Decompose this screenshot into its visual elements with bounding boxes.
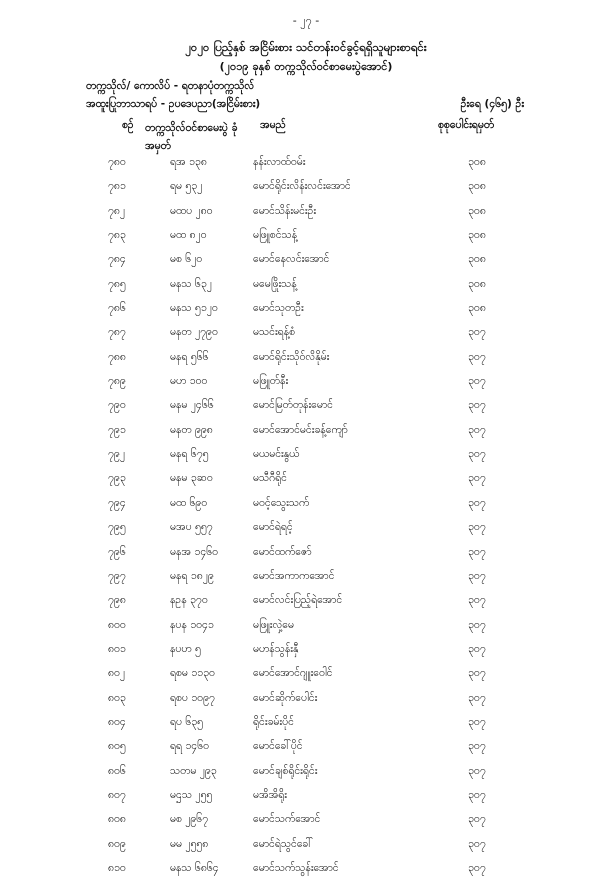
row-score: ၃၀၈ [468,302,486,315]
table-row [0,716,612,740]
row-number: ၇၉၂ [108,448,125,461]
row-reg-number: နပဟ ၅ [170,642,201,655]
row-name: မအိအိရိုး [253,788,287,801]
row-number: ၇၉၈ [108,594,126,607]
row-name: မောင်အကာကအောင် [253,569,335,582]
row-reg-number: မဟ ၁၀၀ [170,375,208,388]
row-reg-number: ရစမ ၁၁၃၀ [170,667,215,680]
row-score: ၃၀၈ [468,180,486,193]
row-number: ၈၀၉ [108,837,126,850]
column-header-reg: တက္ကသိုလ်ဝင်စာမေးပွဲ ခုံအမှတ် [145,122,238,152]
table-row [0,229,612,253]
row-reg-number: မနရ ၁၈၂၉ [170,569,214,582]
headcount-note: ဦးရေ (၄၆၅) ဦး [460,98,524,110]
table-row [0,180,612,204]
row-reg-number: မနသ ၆၈၆၄ [170,861,219,874]
row-score: ၃၀၇ [468,618,486,631]
row-number: ၈၀၂ [108,667,126,680]
document-subtitle: (၂၀၁၉ ခုနှစ် တက္ကသိုလ်ဝင်စာမေးပွဲအောင်) [219,60,393,73]
row-number: ၇၈၀ [108,156,126,168]
row-name: မဖြူးလှဲ့မေ [253,618,294,631]
university-line: တက္ကသိုလ်/ ကောလိပ် - ရတနာပုံတက္ကသိုလ် [86,80,255,92]
row-number: ၈၀၆ [108,764,126,777]
table-row [0,765,612,789]
row-name: မောင်ရိုင်းလိန်းလင်းအောင် [253,180,351,193]
table-row [0,424,612,448]
row-number: ၇၈၉ [108,375,126,388]
row-number: ၇၈၇ [108,326,126,339]
row-score: ၃၀၈ [468,229,486,242]
row-name: မောင်ချစ်ရိုင်းရိုင်း [253,764,318,777]
row-reg-number: မနသ ၆၃၂ [170,277,212,290]
table-row [0,789,612,813]
row-name: နန်းလာထ်ဝမ်း [253,156,306,168]
row-score: ၃၀၈ [468,253,486,266]
row-score: ၃၀၇ [468,448,486,461]
row-reg-number: မနမ ၂၄၆၆ [170,399,214,412]
row-score: ၃၀၇ [468,813,486,826]
table-row [0,813,612,837]
row-score: ၃၀၇ [468,764,486,777]
row-score: ၃၀၇ [468,423,486,436]
row-reg-number: မဌသ ၂၅၅ [170,788,213,801]
row-score: ၃၀၇ [468,472,486,485]
subject-line: အထူးပြုဘာသာရပ် - ဥပဒေပညာ(အငြိမ်းစား) [86,98,261,110]
table-row [0,546,612,570]
row-number: ၇၈၄ [108,253,126,266]
row-name: မောင်လင်းပြည့်ရဲအောင် [253,594,343,607]
row-name: မောင်အောင်မင်းခန့်ကျော် [253,423,348,436]
row-score: ၃၀၈ [468,277,486,290]
row-number: ၇၉၄ [108,496,126,509]
row-name: မောင်ဆိုက်ပေါင်း [253,691,318,704]
row-name: မောင်ရဲရင့် [253,521,293,534]
row-number: ၇၈၂ [108,204,126,217]
table-row [0,399,612,423]
table-row [0,594,612,618]
row-reg-number: မနမ ၃ဆ၀ [170,472,213,485]
row-reg-number: မထပ ၂၈၀ [170,204,213,217]
table-row [0,740,612,764]
table-row [0,619,612,643]
row-reg-number: မနတ ၂၇၉၀ [170,326,218,339]
row-name: မောင်သိန်းမင်းဦး [253,204,317,217]
row-score: ၃၀၇ [468,521,486,534]
table-row [0,838,612,862]
row-name: မောင်ရဲသွင်ခေါ် [253,837,313,850]
row-name: မမေဖြိုးသန့် [253,277,297,290]
row-name: မောင်ခေါ်ပိုင် [253,740,303,753]
row-name: မဖြူစင်သန့် [253,229,298,242]
row-name: မောင်မြတ်တုန်းမောင် [253,399,333,412]
column-header-no: စဉ် [122,119,134,131]
row-reg-number: ရအ ၁၃၈ [170,156,207,168]
row-name: မောင်ထက်ဇော် [253,545,312,558]
row-number: ၈၀၁ [108,642,126,655]
row-name: မောင်နေလင်းအောင် [253,253,330,266]
row-score: ၃၀၇ [468,399,486,412]
row-number: ၈၀၄ [108,715,126,728]
row-score: ၃၀၇ [468,642,486,655]
table-row [0,667,612,691]
row-number: ၇၉၅ [108,521,126,534]
table-row [0,643,612,667]
page-number: - ၂၇ - [292,14,320,27]
document-title: ၂၀၂၀ ပြည့်နှစ် အငြိမ်းစား သင်တန်းဝင်ခွင့်ရရှိသူများစာရင်း [185,40,427,54]
table-row [0,205,612,229]
row-number: ၇၉၆ [108,545,126,558]
table-row [0,472,612,496]
table-row [0,278,612,302]
table-row [0,497,612,521]
row-reg-number: မနတ ၉၉၈ [170,423,213,436]
row-reg-number: ရပ ၆၃၅ [170,715,204,728]
table-row [0,692,612,716]
table-row [0,253,612,277]
row-number: ၇၈၈ [108,350,126,363]
row-reg-number: ရမ ၅၃၂ [170,180,203,193]
row-number: ၇၉၇ [108,569,126,582]
results-list [0,156,612,886]
row-score: ၃၀၇ [468,788,486,801]
row-reg-number: နပန ၁၀၄၁ [170,618,214,631]
table-row [0,570,612,594]
row-reg-number: မနရ ၅၆၆ [170,350,209,363]
row-score: ၃၀၇ [468,375,486,388]
row-reg-number: မနသ ၅၁၂၀ [170,302,218,315]
row-number: ၇၈၃ [108,229,126,242]
row-score: ၃၀၇ [468,326,486,339]
table-row [0,302,612,326]
row-name: မဖြူတ်နီး [253,375,289,388]
table-row [0,351,612,375]
row-name: မောင်ရိုင်းသိုဝ်လိနိုမ်း [253,350,330,363]
row-number: ၇၈၁ [108,180,126,193]
row-name: မောင်သုတဦး [253,302,304,315]
row-name: မောင်သက်အောင် [253,813,321,826]
row-name: မဟန်သွန်းနှီ [253,642,299,655]
row-score: ၃၀၈ [468,204,486,217]
row-score: ၃၀၇ [468,594,486,607]
row-name: မဝင့်သွေးသက် [253,496,310,509]
row-score: ၃၀၇ [468,740,486,753]
row-number: ၈၀၃ [108,691,126,704]
row-score: ၃၀၇ [468,861,486,874]
row-reg-number: မစ ၆၂၀ [170,253,203,266]
row-score: ၃၀၇ [468,691,486,704]
row-score: ၃၀၇ [468,569,486,582]
table-row [0,448,612,472]
row-reg-number: နဥန ၃၇၀ [170,594,208,607]
row-number: ၈၀၅ [108,740,126,753]
column-header-name: အမည် [260,119,286,131]
row-name: မသီဂီရိုင် [253,472,288,485]
table-row [0,156,612,180]
table-row [0,862,612,886]
row-number: ၈၀၇ [108,788,126,801]
row-reg-number: ရရ ၁၄၆၀ [170,740,210,753]
table-row [0,375,612,399]
row-number: ၈၀၈ [108,813,126,826]
row-reg-number: မနအ ၁၄၆၀ [170,545,219,558]
row-number: ၈၁၀ [108,861,126,874]
table-row [0,521,612,545]
row-score: ၃၀၇ [468,667,486,680]
table-row [0,326,612,350]
row-number: ၇၉၀ [108,399,126,412]
row-name: မောင်အောင်ဂျူးဝေါင် [253,667,333,680]
row-score: ၃၀၇ [468,496,486,509]
row-reg-number: မမ ၂၅၅၈ [170,837,209,850]
row-name: မသင်းရန့်စံ [253,326,296,339]
row-reg-number: မနရ ၆၇၅ [170,448,209,461]
row-score: ၃၀၈ [468,156,486,168]
row-reg-number: မထ ၈၂၀ [170,229,207,242]
column-header-score: စုစုပေါင်းရမှတ် [438,119,495,131]
row-score: ၃၀၇ [468,715,486,728]
row-reg-number: မအပ ၅၅၇ [170,521,213,534]
row-reg-number: မစ ၂၉၆၇ [170,813,209,826]
row-reg-number: မထ ၆၉၀ [170,496,208,509]
row-name: ရိုင်းခမ်းပိုင် [253,715,294,728]
row-score: ၃၀၇ [468,545,486,558]
row-score: ၃၀၇ [468,837,486,850]
row-name: မယမင်းနွယ် [253,448,300,461]
row-number: ၇၈၅ [108,277,126,290]
row-number: ၈၀၀ [108,618,126,631]
row-name: မောင်သက်သွန်းအောင် [253,861,339,874]
row-score: ၃၀၇ [468,350,486,363]
row-number: ၇၉၃ [108,472,126,485]
row-number: ၇၈၆ [108,302,126,315]
row-reg-number: သတမ ၂၉၃ [170,764,217,777]
row-reg-number: ရစပ ၁၀၉၇ [170,691,215,704]
row-number: ၇၉၁ [108,423,126,436]
